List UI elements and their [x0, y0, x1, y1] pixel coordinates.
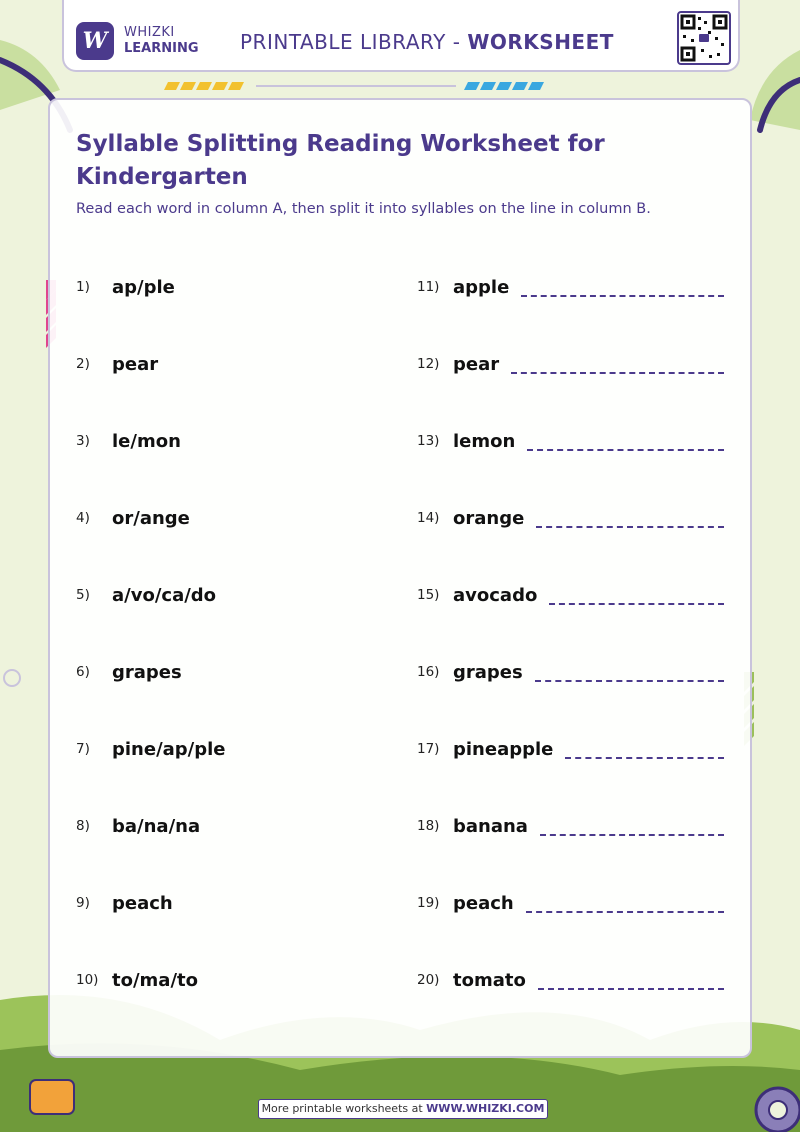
- column-a-item: [76, 349, 158, 379]
- answer-line[interactable]: [565, 757, 724, 759]
- item-number: 4): [76, 510, 90, 526]
- answer-line[interactable]: [521, 295, 724, 297]
- syllable-word: peach: [112, 892, 173, 914]
- item-number: 6): [76, 664, 90, 680]
- column-a-item: [76, 426, 181, 456]
- footer-prefix: More printable worksheets at: [261, 1102, 427, 1115]
- footer-link[interactable]: WWW.WHIZKI.COM: [426, 1102, 545, 1115]
- whole-word: orange: [453, 507, 525, 529]
- column-a-item: [76, 580, 216, 610]
- item-number: 15): [417, 587, 440, 603]
- syllable-word: pine/ap/ple: [112, 738, 226, 760]
- logo-letter: W: [82, 28, 108, 54]
- column-b-item: [417, 965, 724, 995]
- syllable-word: pear: [112, 353, 159, 375]
- item-number: 7): [76, 741, 90, 757]
- column-a-item: [76, 657, 182, 687]
- item-number: 5): [76, 587, 90, 603]
- answer-line[interactable]: [526, 911, 724, 913]
- syllable-word: grapes: [112, 661, 182, 683]
- answer-line[interactable]: [540, 834, 724, 836]
- syllable-word: ba/na/na: [112, 815, 201, 837]
- syllable-word: le/mon: [112, 430, 181, 452]
- whole-word: grapes: [453, 661, 523, 683]
- whole-word: tomato: [453, 969, 526, 991]
- whole-word: pineapple: [453, 738, 554, 760]
- answer-line[interactable]: [549, 603, 724, 605]
- column-a-item: [76, 965, 198, 995]
- worksheet-instructions: Read each word in column A, then split it into syllables on the line in column B.: [76, 201, 651, 217]
- column-a-item: [76, 811, 200, 841]
- footer-banner: [258, 1099, 548, 1119]
- item-number: 8): [76, 818, 90, 834]
- qr-pattern: [679, 13, 729, 63]
- answer-line[interactable]: [538, 988, 724, 990]
- syllable-word: to/ma/to: [112, 969, 198, 991]
- syllable-word: ap/ple: [112, 276, 175, 298]
- syllable-word: or/ange: [112, 507, 190, 529]
- whizki-logo[interactable]: [76, 22, 114, 60]
- header-title: [240, 30, 614, 54]
- qr-code-icon[interactable]: [677, 11, 731, 65]
- item-number: 13): [417, 433, 440, 449]
- item-number: 20): [417, 972, 440, 988]
- answer-line[interactable]: [535, 680, 724, 682]
- item-number: 2): [76, 356, 90, 372]
- item-number: 12): [417, 356, 440, 372]
- worksheet-title: Syllable Splitting Reading Worksheet for Kindergarten: [76, 131, 605, 190]
- whole-word: banana: [453, 815, 528, 837]
- column-a-item: [76, 734, 226, 764]
- item-number: 14): [417, 510, 440, 526]
- whole-word: pear: [453, 353, 500, 375]
- item-number: 11): [417, 279, 440, 295]
- column-b-item: [417, 734, 724, 764]
- item-number: 19): [417, 895, 440, 911]
- column-a-item: [76, 503, 190, 533]
- item-number: 10): [76, 972, 99, 988]
- column-b-item: [417, 580, 724, 610]
- answer-line[interactable]: [536, 526, 724, 528]
- column-b-item: [417, 888, 724, 918]
- item-number: 17): [417, 741, 440, 757]
- column-a-item: [76, 888, 173, 918]
- syllable-word: a/vo/ca/do: [112, 584, 217, 606]
- item-number: 3): [76, 433, 90, 449]
- column-b-item: [417, 272, 724, 302]
- column-a-item: [76, 272, 175, 302]
- column-b-item: [417, 349, 724, 379]
- column-b-item: [417, 426, 724, 456]
- header-title-prefix: PRINTABLE LIBRARY -: [240, 30, 468, 54]
- whole-word: peach: [453, 892, 514, 914]
- item-number: 16): [417, 664, 440, 680]
- header-title-bold: WORKSHEET: [467, 30, 614, 54]
- answer-line[interactable]: [511, 372, 724, 374]
- brand-line1: WHIZKI: [124, 25, 175, 40]
- column-b-item: [417, 811, 724, 841]
- whole-word: avocado: [453, 584, 538, 606]
- column-b-item: [417, 657, 724, 687]
- site-header: [62, 0, 740, 72]
- answer-line[interactable]: [527, 449, 724, 451]
- whole-word: lemon: [453, 430, 516, 452]
- item-number: 18): [417, 818, 440, 834]
- whole-word: apple: [453, 276, 510, 298]
- brand-line2: LEARNING: [124, 41, 199, 56]
- item-number: 9): [76, 895, 90, 911]
- column-b-item: [417, 503, 724, 533]
- item-number: 1): [76, 279, 90, 295]
- brand-name: [124, 25, 199, 57]
